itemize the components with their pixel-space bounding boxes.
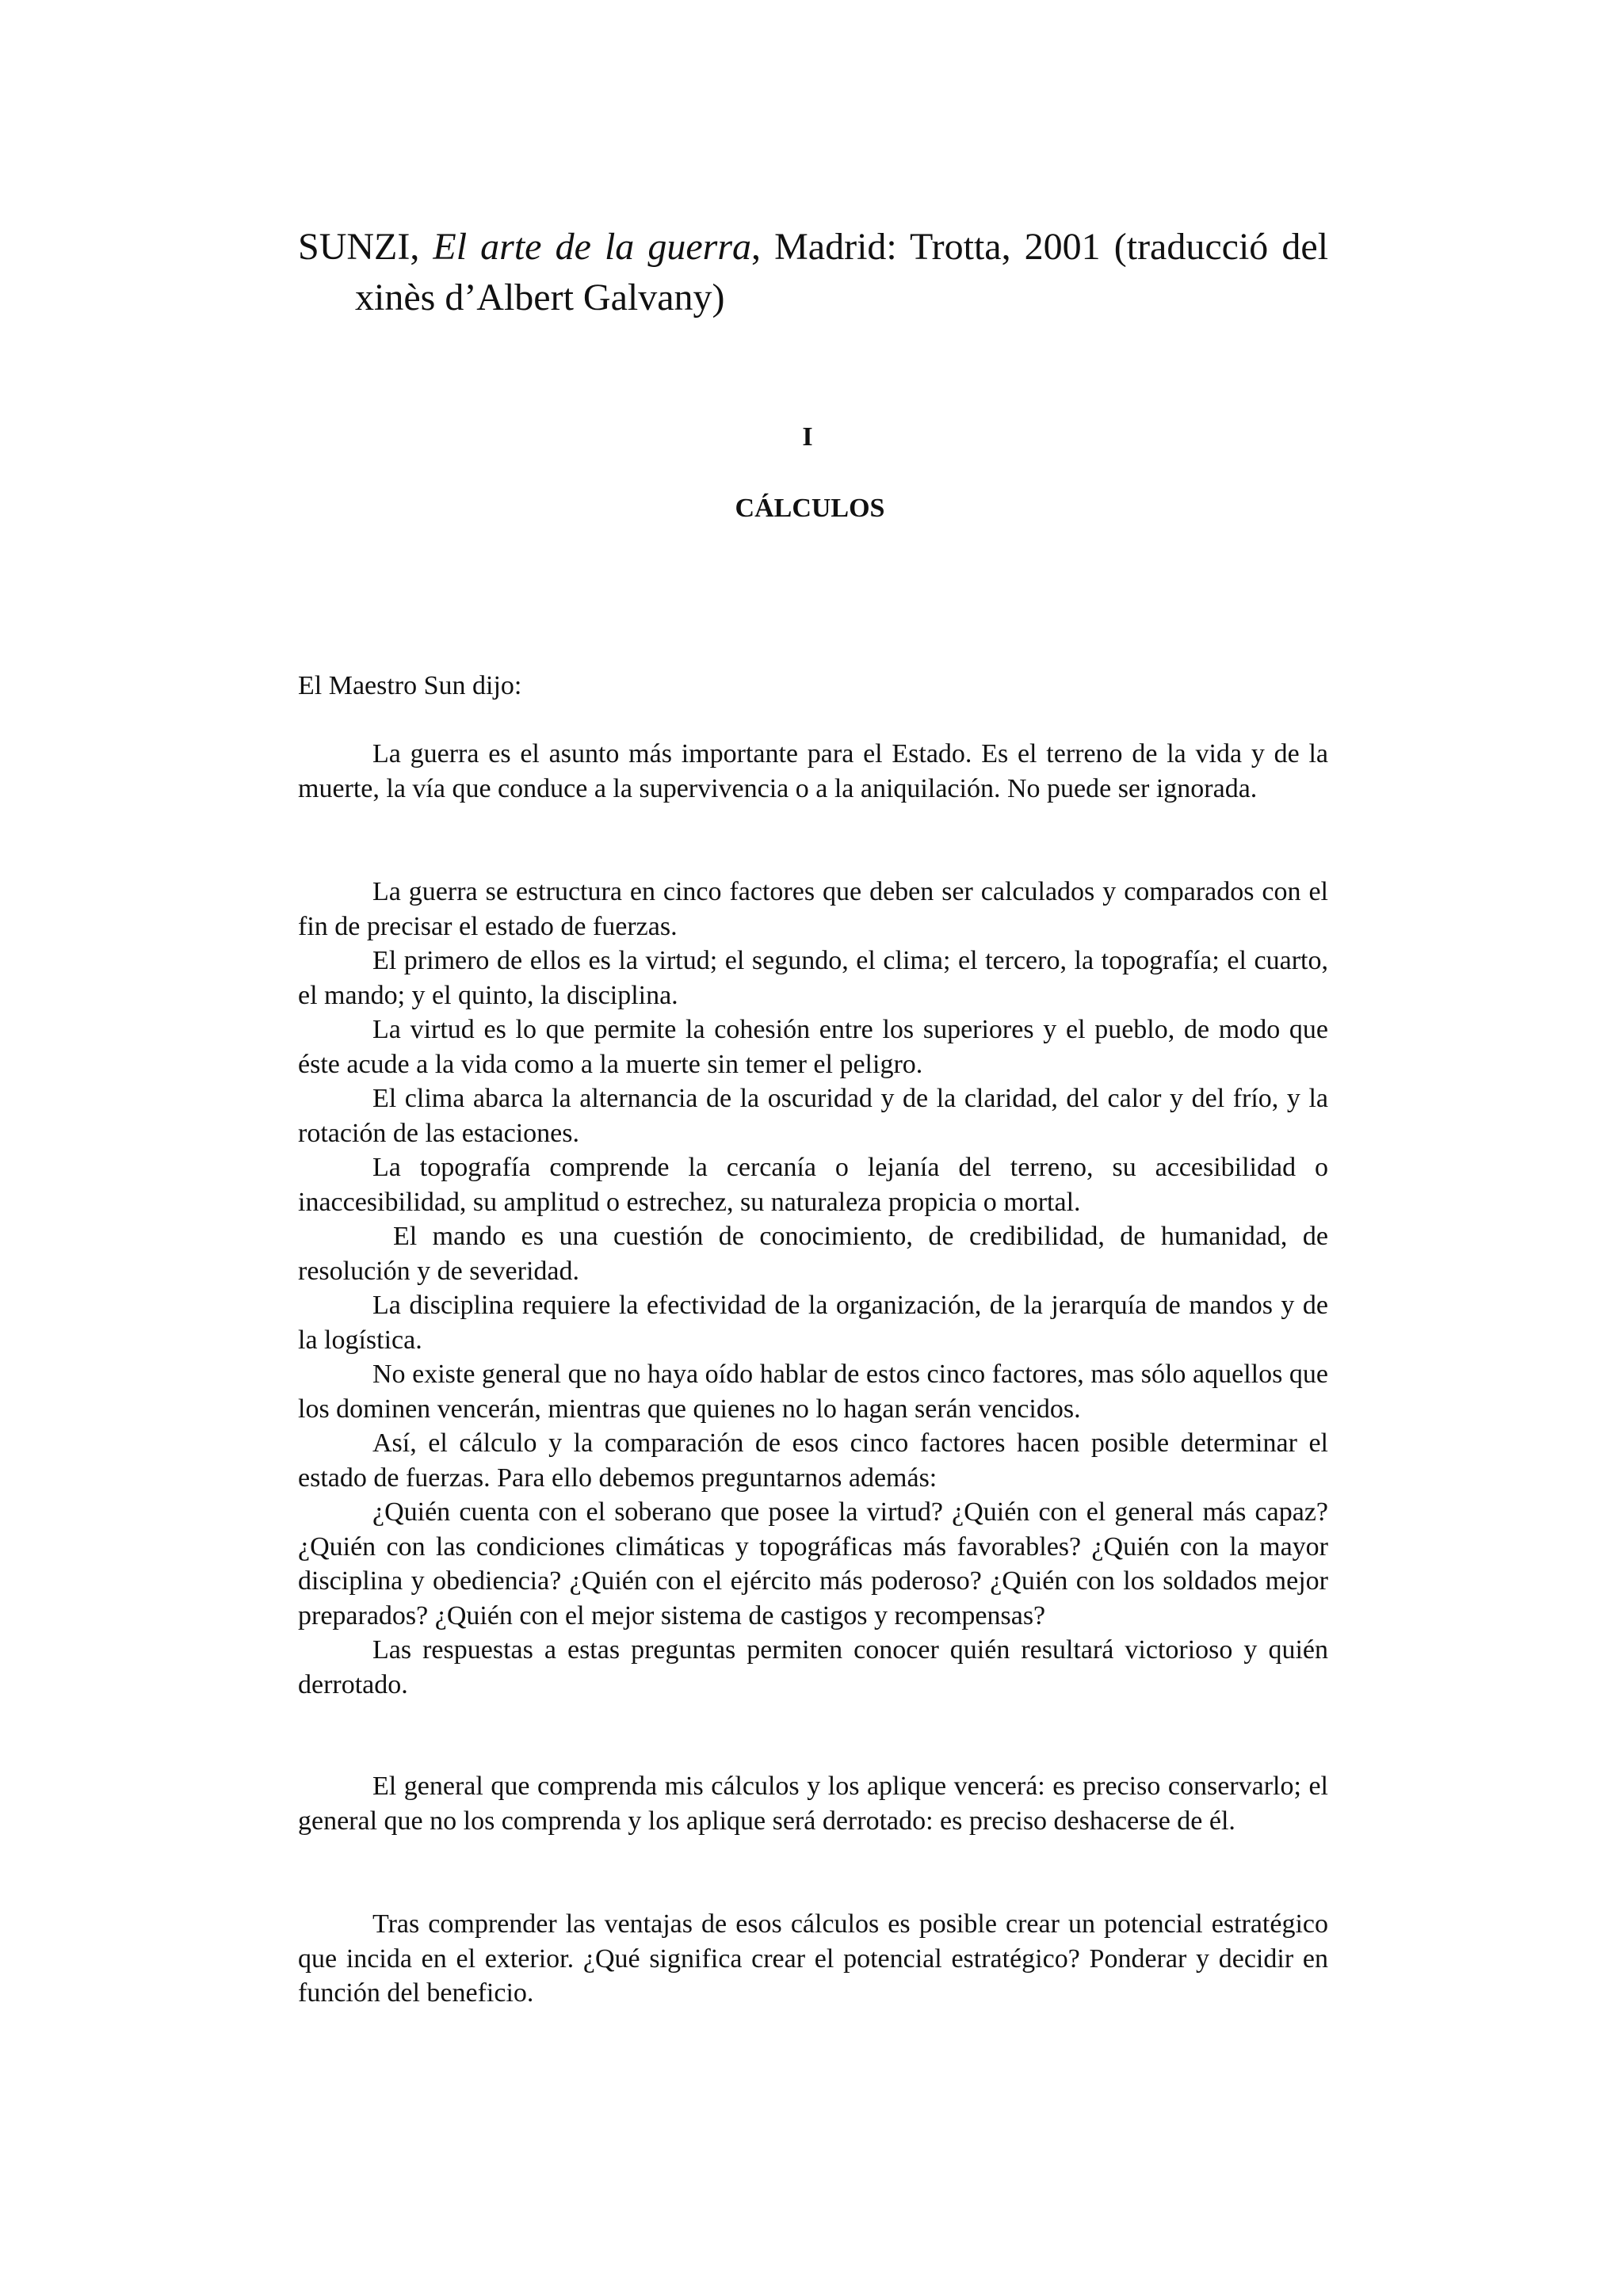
paragraph: ¿Quién cuenta con el soberano que posee la virtud? ¿Quién con el general más capaz? ¿Quién con las condiciones climáticas y topográficas más favorables? ¿Quién con la mayor disciplina y obediencia? ¿Quién con el ejército más poderoso? ¿Quién con los soldados mejor preparados? ¿Quién con el mejor sistema de castigos y recompensas? <box>298 1497 1328 1630</box>
paragraph: No existe general que no haya oído hablar de estos cinco factores, mas sólo aquellos que los dominen vencerán, mientras que quienes no lo hagan serán vencidos. <box>298 1360 1328 1424</box>
paragraph: Así, el cálculo y la comparación de esos cinco factores hacen posible determinar el estado de fuerzas. Para ello debemos preguntarnos además: <box>298 1428 1328 1493</box>
paragraph: Tras comprender las ventajas de esos cálculos es posible crear un potencial estratégico que incida en el exterior. ¿Qué significa crear el potencial estratégico? Ponderar y decidir en función del beneficio. <box>298 1909 1328 2008</box>
citation-line-1 <box>298 222 1328 273</box>
paragraph: El primero de ellos es la virtud; el segundo, el clima; el tercero, la topografía; el cuarto, el mando; y el quinto, la disciplina. <box>298 946 1328 1010</box>
paragraph: La topografía comprende la cercanía o lejanía del terreno, su accesibilidad o inaccesibilidad, su amplitud o estrechez, su naturaleza propicia o mortal. <box>298 1153 1328 1217</box>
chapter-number: I <box>802 422 813 452</box>
paragraph: La disciplina requiere la efectividad de la organización, de la jerarquía de mandos y de la logística. <box>298 1291 1328 1355</box>
body-block-3 <box>298 1769 1328 1838</box>
paragraph: La virtud es lo que permite la cohesión entre los superiores y el pueblo, de modo que éste acude a la vida como a la muerte sin temer el peligro. <box>298 1015 1328 1079</box>
paragraph: El clima abarca la alternancia de la oscuridad y de la claridad, del calor y del frío, y la rotación de las estaciones. <box>298 1084 1328 1148</box>
body-block-2 <box>298 875 1328 1702</box>
citation-author: SUNZI, <box>298 226 433 268</box>
paragraph: El mando es una cuestión de conocimiento, de credibilidad, de humanidad, de resolución y de severidad. <box>298 1222 1328 1286</box>
body-block-1 <box>298 737 1328 806</box>
paragraph: La guerra se estructura en cinco factores que deben ser calculados y comparados con el fin de precisar el estado de fuerzas. <box>298 877 1328 941</box>
citation-publication: , Madrid: Trotta, 2001 (traducció del <box>751 226 1329 268</box>
paragraph: La guerra es el asunto más importante para el Estado. Es el terreno de la vida y de la muerte, la vía que conduce a la supervivencia o a la aniquilación. No puede ser ignorada. <box>298 739 1328 803</box>
paragraph: Las respuestas a estas preguntas permiten conocer quién resultará victorioso y quién derrotado. <box>298 1635 1328 1699</box>
chapter-title: CÁLCULOS <box>735 494 885 523</box>
citation-line-2: xinès d’Albert Galvany) <box>355 277 725 318</box>
intro-line: El Maestro Sun dijo: <box>298 671 522 700</box>
citation-title: El arte de la guerra <box>433 226 752 268</box>
body-block-4 <box>298 1907 1328 2011</box>
paragraph: El general que comprenda mis cálculos y los aplique vencerá: es preciso conservarlo; el general que no los comprenda y los aplique será derrotado: es preciso deshacerse de él. <box>298 1772 1328 1836</box>
